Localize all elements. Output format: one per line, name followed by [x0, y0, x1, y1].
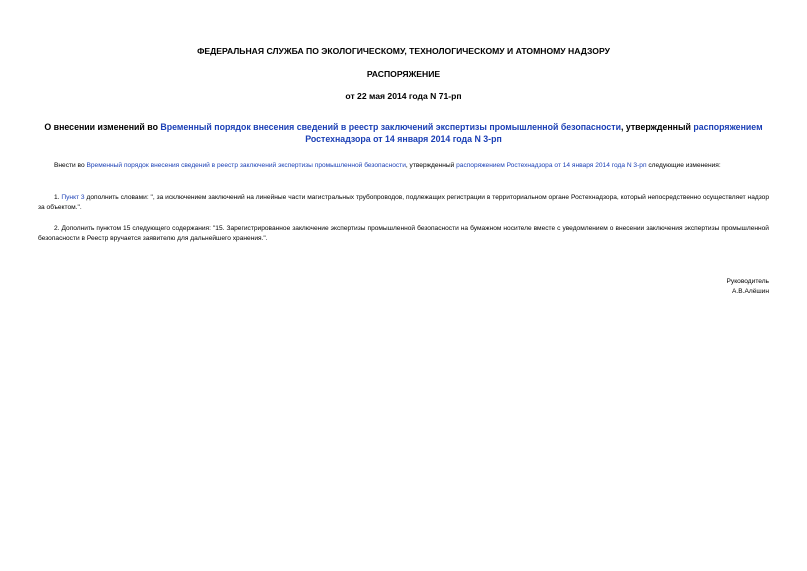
- paragraph-item-1-prefix: 1.: [54, 194, 62, 201]
- subject-prefix: О внесении изменений во: [44, 122, 161, 132]
- signature-title: Руководитель: [726, 278, 769, 285]
- paragraph-item-1-link-point-3[interactable]: Пункт 3: [61, 194, 85, 201]
- paragraph-intro-link-temporary-procedure[interactable]: Временный порядок внесения сведений в реестр заключений экспертизы промышленной безопасности: [86, 162, 406, 169]
- signature-name: А.В.Алёшин: [732, 288, 769, 295]
- paragraph-intro-link-order[interactable]: распоряжением Ростехнадзора от 14 января 2014 года N 3-рп: [456, 162, 647, 169]
- subject-link-order[interactable]: распоряжением Ростехнадзора от 14 января 2014 года N 3-рп: [305, 122, 763, 144]
- document-type: РАСПОРЯЖЕНИЕ: [366, 69, 441, 79]
- document-subject: [38, 121, 769, 145]
- paragraph-item-1: [38, 193, 769, 213]
- paragraph-intro-suffix: следующие изменения:: [646, 162, 721, 169]
- signature-block: [727, 277, 769, 297]
- paragraph-intro-middle: , утвержденный: [405, 162, 457, 169]
- subject-link-temporary-procedure[interactable]: Временный порядок внесения сведений в реестр заключений экспертизы промышленной безопасности: [160, 122, 621, 132]
- paragraph-intro: [38, 161, 769, 171]
- paragraph-intro-prefix: Внести во: [54, 162, 87, 169]
- paragraph-item-2: 2. Дополнить пунктом 15 следующего содержания: "15. Зарегистрированное заключение экспертизы промышленной безопасности на бумажном носителе вместе с уведомлением о внесении заключения экспертизы промышленной безопасности в Реестр вручается заявителю для дальнейшего хранения.".: [38, 225, 769, 242]
- subject-middle: , утвержденный: [620, 122, 694, 132]
- document-date-number: от 22 мая 2014 года N 71-рп: [345, 91, 462, 101]
- paragraph-item-1-suffix: дополнить словами: ", за исключением заключений на линейные части магистральных трубопроводов, подлежащих регистрации в территориальном органе Ростехнадзора, который непосредственно осуществляет надзор за объектом.".: [38, 194, 769, 211]
- agency-name: ФЕДЕРАЛЬНАЯ СЛУЖБА ПО ЭКОЛОГИЧЕСКОМУ, ТЕХНОЛОГИЧЕСКОМУ И АТОМНОМУ НАДЗОРУ: [197, 46, 610, 56]
